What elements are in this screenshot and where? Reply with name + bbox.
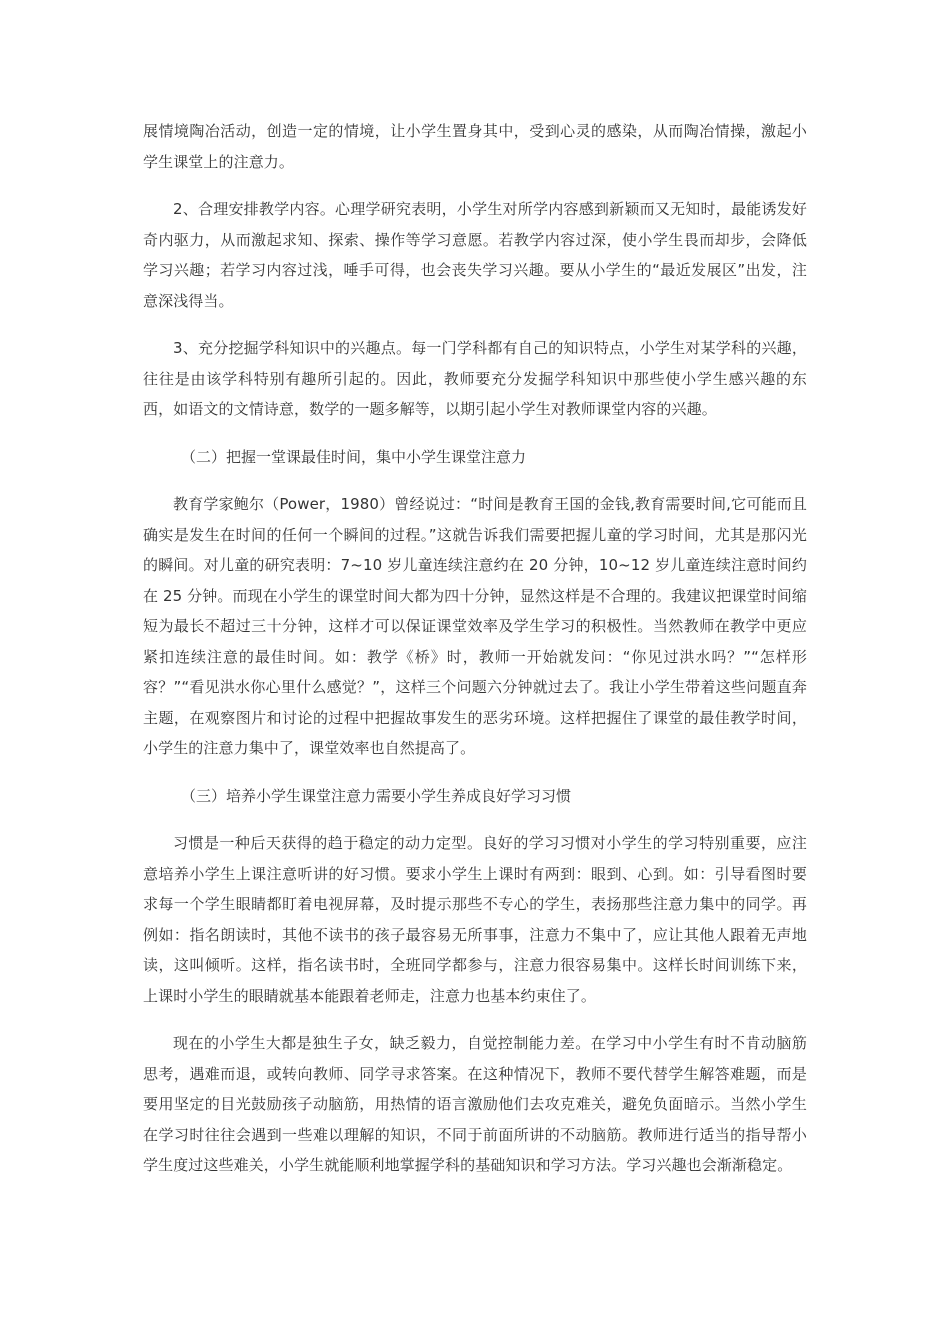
paragraph-interest-points: 3、充分挖掘学科知识中的兴趣点。每一门学科都有自己的知识特点，小学生对某学科的兴趣，往往是由该学科特别有趣所引起的。因此，教师要充分发掘学科知识中那些使小学生感兴趣的东西，如语文的文情诗意，数学的一题多解等，以期引起小学生对教师课堂内容的兴趣。 [143,339,807,418]
section-heading-study-habits: （三）培养小学生课堂注意力需要小学生养成良好学习习惯 [181,786,572,805]
paragraph-continuation: 展情境陶冶活动，创造一定的情境，让小学生置身其中，受到心灵的感染，从而陶冶情操，激起小学生课堂上的注意力。 [143,122,807,171]
paragraph-habits: 习惯是一种后天获得的趋于稳定的动力定型。良好的学习习惯对小学生的学习特别重要，应注意培养小学生上课注意听讲的好习惯。要求小学生上课时有两到：眼到、心到。如：引导看图时要求每一个学生眼睛都盯着电视屏幕，及时提示那些不专心的学生，表扬那些注意力集中的同学。再例如：指名朗读时，其他不读书的孩子最容易无所事事，注意力不集中了，应让其他人跟着无声地读，这叫倾听。这样，指名读书时，全班同学都参与，注意力很容易集中。这样长时间训练下来，上课时小学生的眼睛就基本能跟着老师走，注意力也基本约束住了。 [143,834,807,1005]
section-heading-best-time: （二）把握一堂课最佳时间，集中小学生课堂注意力 [181,447,527,466]
paragraph-power-quote: 教育学家鲍尔（Power，1980）曾经说过：“时间是教育王国的金钱,教育需要时间,它可能而且确实是发生在时间的任何一个瞬间的过程。”这就告诉我们需要把握儿童的学习时间，尤其是那闪光的瞬间。对儿童的研究表明：7~10 岁儿童连续注意约在 20 分钟，10~12 岁儿童连续注意时间约在 25 分钟。而现在小学生的课堂时间大都为四十分钟，显然这样是不合理的。我建议把课堂时间缩短为最长不超过三十分钟，这样才可以保证课堂效率及学生学习的积极性。当然教师在教学中更应紧扣连续注意的最佳时间。如：教学《桥》时，教师一开始就发问：“你见过洪水吗？”“怎样形容？”“看见洪水你心里什么感觉？”，这样三个问题六分钟就过去了。我让小学生带着这些问题直奔主题，在观察图片和讨论的过程中把握故事发生的恶劣环境。这样把握住了课堂的最佳教学时间，小学生的注意力集中了，课堂效率也自然提高了。 [143,495,807,757]
paragraph-teaching-content: 2、合理安排教学内容。心理学研究表明，小学生对所学内容感到新颖而又无知时，最能诱发好奇内驱力，从而激起求知、探索、操作等学习意愿。若教学内容过深，使小学生畏而却步，会降低学习兴趣；若学习内容过浅，唾手可得，也会丧失学习兴趣。要从小学生的“最近发展区”出发，注意深浅得当。 [143,200,807,310]
document-page [143,116,807,1198]
paragraph-only-children: 现在的小学生大都是独生子女，缺乏毅力，自觉控制能力差。在学习中小学生有时不肯动脑筋思考，遇难而退，或转向教师、同学寻求答案。在这种情况下，教师不要代替学生解答难题，而是要用坚定的目光鼓励孩子动脑筋，用热情的语言激励他们去攻克难关，避免负面暗示。当然小学生在学习时往往会遇到一些难以理解的知识，不同于前面所讲的不动脑筋。教师进行适当的指导帮小学生度过这些难关，小学生就能顺利地掌握学科的基础知识和学习方法。学习兴趣也会渐渐稳定。 [143,1034,807,1174]
